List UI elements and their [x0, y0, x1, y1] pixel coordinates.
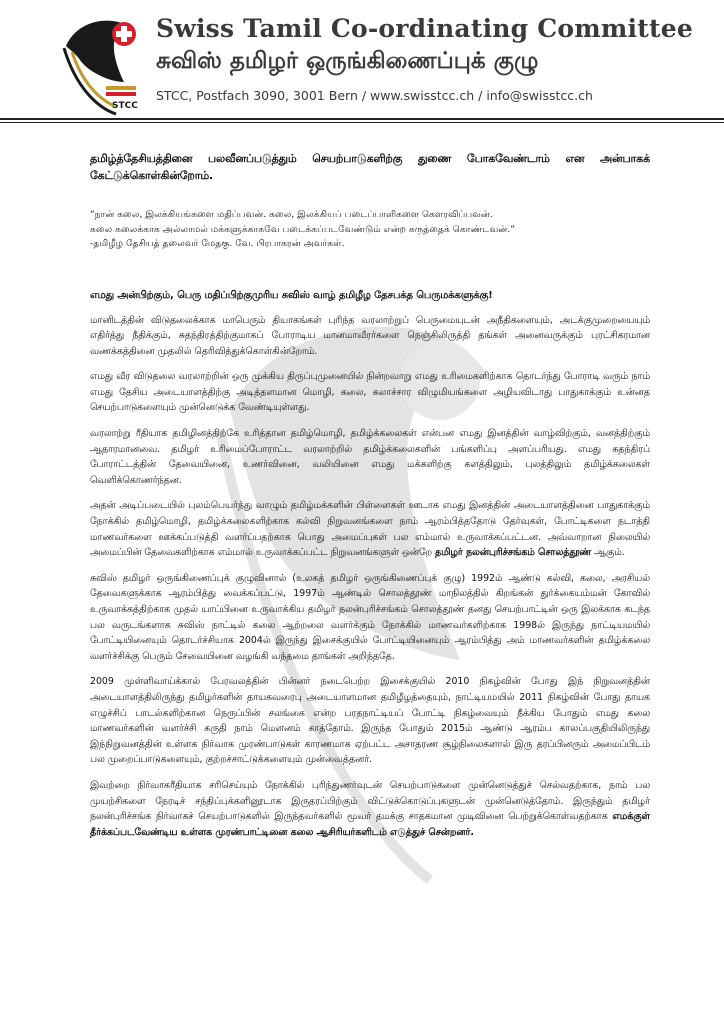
paragraph-5: சுவிஸ் தமிழர் ஒருங்கிணைப்புக் குழுவினால் (உலகத் தமிழர் ஒருங்கிணைப்புக் குழு) 1992ம் ஆண்டு கல்வி, கலை, அரசியல் தேவைகளுக்காக ஆரம்பித்து வைக்கப்பட்டு, 1997ம் ஆண்டில் சொலத்தூண் மாநிலத்தில் கிறங்கன் துர்க்கையம்மன் கோவில் உருவாக்கத்திற்காக முதல் யாப்பினை உருவாக்கிய தமிழர் நலன்புரிச்சங்கம் சொலத்தூண் தனது செயற்பாட்டின் ஒரு இலக்காக கடந்த பல வருடங்களாக சுவிஸ் நாட்டில் கலை ஆற்றலை வளர்க்கும் நோக்கில் மாணவர்களிற்காக 1998ல் இருந்து நாட்டியமயில் போட்டியினையும் தொடர்ச்சியாக 2004ல் இருந்து இசைக்குயில் போட்டியினையும் ஆரம்பித்து அம் மாணவர்களின் தமிழ்க்கலை வளர்ச்சிக்கு பெரும் சேவையினை வழங்கி வந்தமை தாங்கள் அறிந்ததே. [90, 572, 650, 662]
letter-body [90, 150, 650, 840]
letterhead [0, 0, 724, 128]
paragraph-7-highlight: எமக்குள் தீர்க்கப்படவேண்டிய உள்ளக முரண்பாட்டினை கலை ஆசிரியர்களிடம் எடுத்துச் சென்றனர். [90, 811, 650, 838]
header-divider [0, 118, 724, 120]
quote-attribution: -தமிழீழ தேசியத் தலைவர் மேதகு. வே. பிரபாகரன் அவர்கள். [90, 238, 345, 249]
paragraph-4 [90, 498, 650, 560]
paragraph-6: 2009 முள்ளிவாய்க்கால் பேரவலத்தின் பின்னர் நடைபெற்ற இசைக்குயில் 2010 நிகழ்வின் போது இந் நிறுவனத்தின் அடையாளத்திலிருந்து தமிழர்களின் தாயகவரைபு அடையாளமான தமிழீழத்தையும், நாட்டியமயில் 2011 நிகழ்வின் போது தாயக எழுச்சிப் பாடல்களிற்கான நெருப்பின் சலங்கை என்ற பரதநாட்டியப் போட்டி நிகழ்வையும் நீக்கிய போதும் எமது கலை மாணவர்களின் வளர்ச்சி கருதி நாம் மௌனம் காத்தோம். இருந்த போதும் 2015ம் ஆண்டு ஆரம்ப காலப்பகுதியிலிருந்து இந்நிறுவனத்தின் உள்ளக நிர்வாக முரண்பாடுகள் காரணமாக ஏற்பட்ட அசாதரண சூழ்நிலைகளால் இரு தரப்பினரும் அமைப்பிடம் பல முறைப்பாடுகளையும், குற்றச்சாட்டுக்களையும் முன்வைத்தனர். [90, 676, 650, 766]
org-name-en: Swiss Tamil Co-ordinating Committee [156, 14, 693, 43]
quote-line-1: “நான் கலை, இலக்கியங்களை மதிப்பவன். கலை, இலக்கியப் படைப்பாளிகளை கௌரவிப்பவன். [90, 209, 493, 220]
stcc-logo-icon [58, 8, 150, 118]
paragraph-1: மானிடத்தின் விடுதலைக்காக மாபெரும் தியாகங்கள் புரிந்த வரலாற்றுப் பெருமையுடன் அநீதிகளையும், அடக்குமுறையையும் எதிர்த்து நீதிக்கும், சுதந்திரத்திற்குமாகப் போராடிய மானமாவீரர்களை நெஞ்சிலிருத்தி தங்கள் அனைவருக்கும் புரட்சிகரமான வணக்கத்தினை முதலில் தெரிவித்துக்கொள்கின்றோம். [90, 314, 650, 357]
org-name-ta: சுவிஸ் தமிழர் ஒருங்கிணைப்புக் குழு [156, 48, 539, 74]
quote-line-2: கலை கலைக்காக அல்லாமல் மக்களுக்காகவே படைக்கப்படவேண்டும் என்ற கருத்தைக் கொண்டவன்.” [90, 223, 515, 235]
paragraph-7 [90, 778, 650, 840]
paragraph-2: எமது வீர விடுதலை வரலாற்றின் ஒரு முக்கிய திருப்புமுனையில் நின்றவாறு எமது உரிமைகளிற்காக தொடர்ந்து போராடி வரும் நாம் எமது தேசிய அடையாளத்திற்கு அடித்தளமான மொழி, கலை, கலாச்சார விழுமியங்களை அழியவிடாது பாதுகாக்கும் உன்னத செயற்பாடுகளையும் முன்னெடுக்க வேண்டியுள்ளது. [90, 371, 650, 414]
paragraph-3: வரலாற்று ரீதியாக தமிழினத்திற்கே உரித்தான தமிழ்மொழி, தமிழ்க்கலைகள் என்பன எமது இனத்தின் வாழ்விற்கும், வனத்திற்கும் ஆதாரமானவை. தமிழர் உரிமைப்போராட்ட வரலாற்றில் தமிழ்க்கலைகளின் பங்களிப்பு அளப்பரியது. எமது சுதந்திரப் போராட்டத்தின் தேவையினை, உணர்வினை, வலியினை எமது மக்களிற்கு களத்திலும், புலத்திலும் தமிழ்க்கலைகள் வெளிக்கொணர்ந்தன. [90, 428, 650, 486]
paragraph-7-text: இவற்றை நிர்வாகரீதியாக சரிசெய்யும் நோக்கில் புரிந்துணர்வுடன் செயற்பாடுகளை முன்னெடுத்துச் செல்வதற்காக, நாம் பல முயற்சிகளை நேரடிச் சந்திப்புக்களினூடாக இருதரப்பிற்கும் விட்டுக்கொடுப்புகளுடன் முன்னெடுத்தோம். இருந்தும் தமிழர் நலன்புரிச்சங்க நிர்வாகச் செயற்பாடுகளில் இருந்தவர்களில் மூவர் தமக்கு சாதகமான முடிவினை பெற்றுக்கொள்வதற்காக [90, 779, 650, 823]
paragraph-4-text: அதன் அடிப்படையில் புலம்பெயர்ந்து வாழும் தமிழ்மக்களின் பிள்ளைகள் ஊடாக எமது இனத்தின் அடையாளத்தினை பாதுகாக்கும் நோக்கில் தமிழ்மொழி, தமிழ்க்கலைகளிற்காக கல்வி நிறுவனங்களை நாம் ஆரம்பித்ததோடு தேர்வுகள், போட்டிகளை நடாத்தி மாணவர்களை ஊக்கப்படுத்தி வளர்ப்பதற்காக பொது அமைப்புகள் பல எம்மால் உருவாக்கப்பட்டன. அவ்வாறான நிலையில் அமைப்பின் தேவைகளிற்காக எம்மால் உருவாக்கப்பட்ட நிறுவனங்களுள் ஒன்றே [90, 500, 650, 559]
paragraph-4-end: ஆகும். [591, 547, 625, 559]
greeting: எமது அன்பிற்கும், பெரு மதிப்பிற்குமுரிய சுவிஸ் வாழ் தமிழீழ தேசபக்த பெருமக்களுக்கு! [90, 289, 493, 301]
logo-text: STCC [112, 101, 138, 111]
header-divider-thin [0, 122, 724, 123]
paragraph-4-highlight: தமிழர் நலன்புரிச்சங்கம் சொலத்தூண் [435, 547, 592, 559]
document-title: தமிழ்த்தேசியத்தினை பலவீனப்படுத்தும் செயற்பாடுகளிற்கு துணை போகவேண்டாம் என அன்பாகக் கேட்டுக்கொள்கின்றோம். [90, 152, 650, 182]
org-contact: STCC, Postfach 3090, 3001 Bern / www.swisstcc.ch / info@swisstcc.ch [156, 88, 593, 103]
